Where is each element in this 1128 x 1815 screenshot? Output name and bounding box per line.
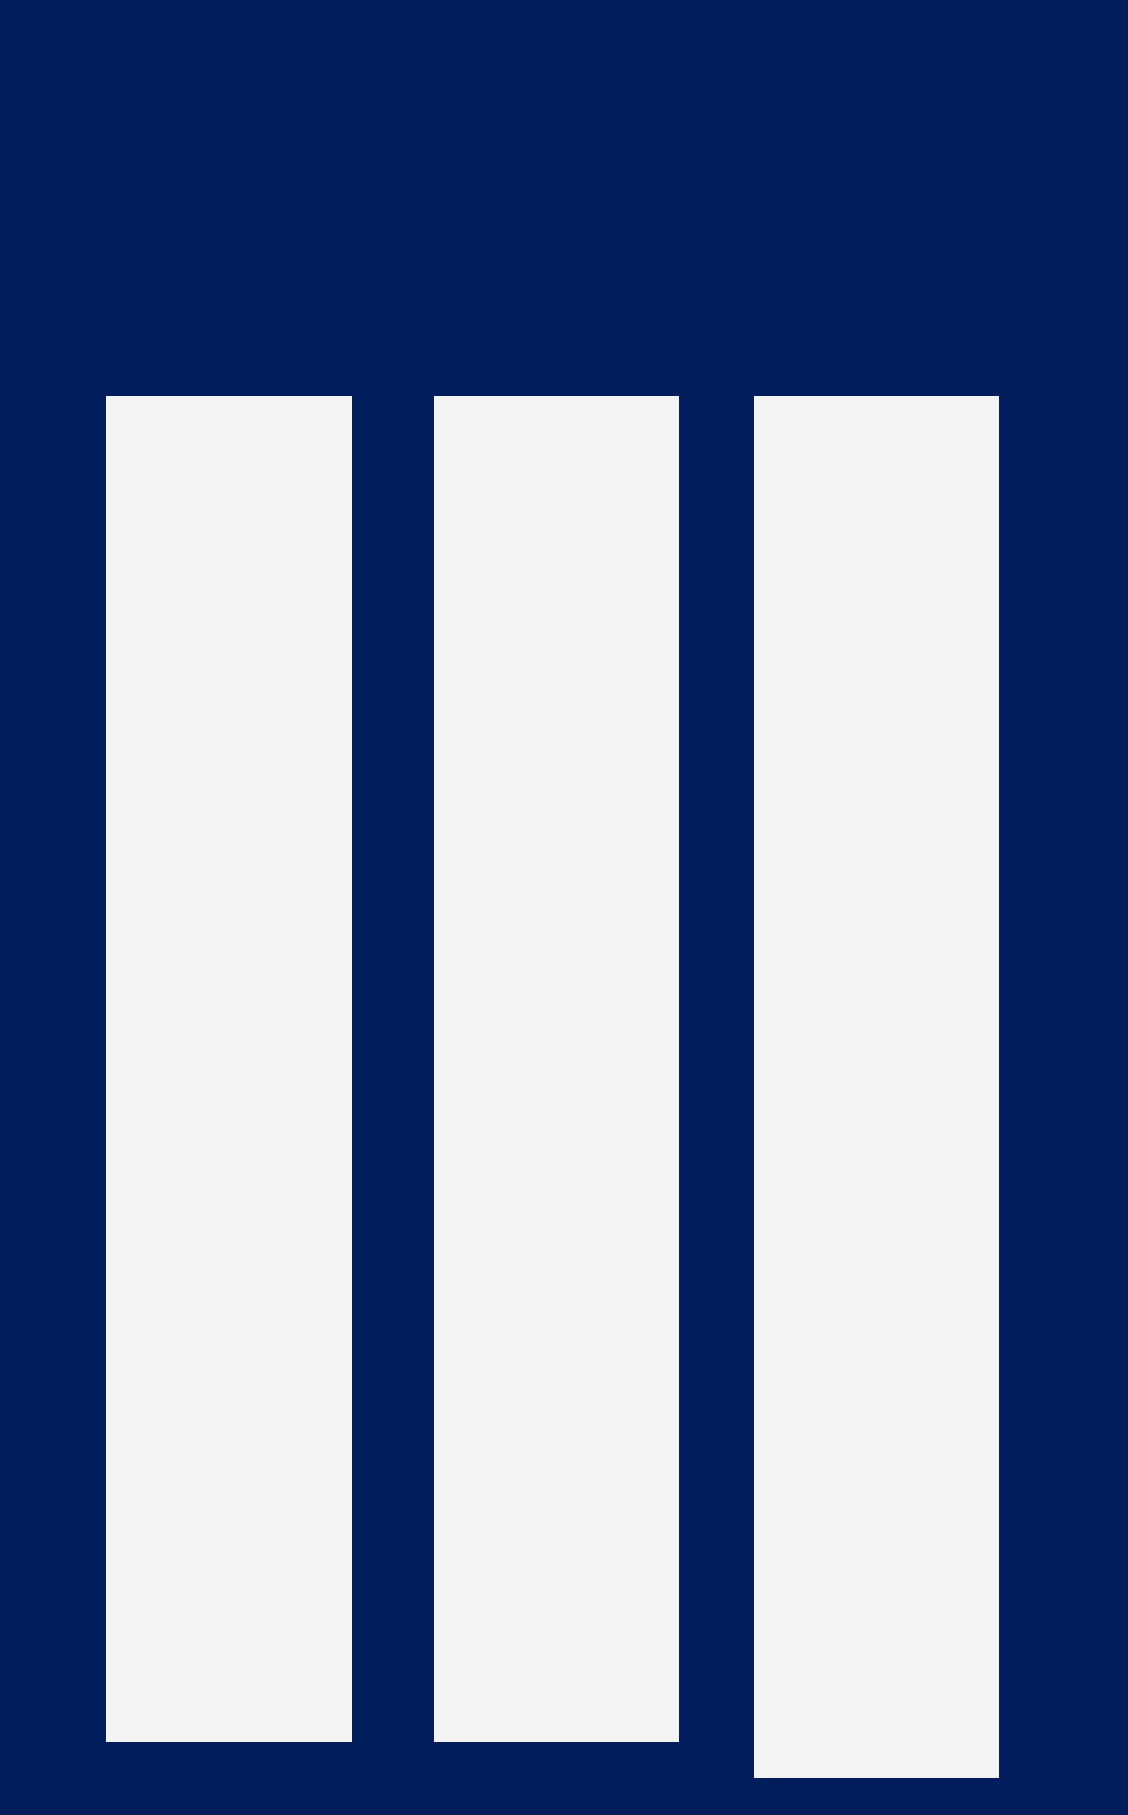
ranking-column-3-background bbox=[754, 396, 999, 1778]
ranking-column-1-background bbox=[106, 396, 352, 1742]
ranking-column-2-background bbox=[434, 396, 679, 1742]
